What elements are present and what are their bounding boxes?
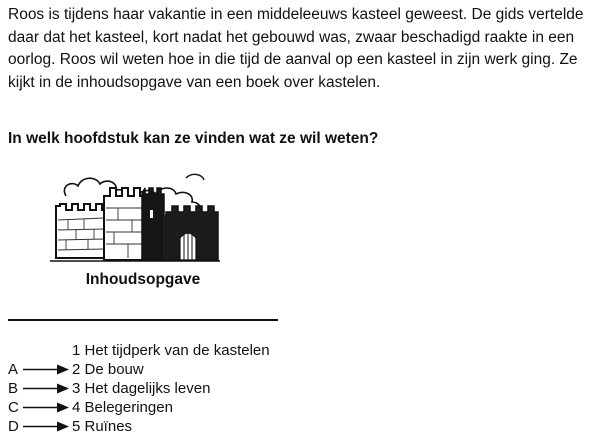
toc-title: Inhoudsopgave — [85, 271, 201, 288]
toc-entry-text: 5 Ruïnes — [72, 418, 133, 435]
arrow-right-icon — [23, 383, 69, 394]
option-letter: A — [8, 361, 19, 378]
question-text: In welk hoofdstuk kan ze vinden wat ze wil weten? — [8, 130, 379, 147]
toc-entry-text: 2 De bouw — [72, 361, 144, 378]
arrow-right-icon — [23, 421, 69, 432]
toc-entry-text: 4 Belegeringen — [72, 399, 173, 416]
divider — [8, 319, 278, 321]
option-letter: C — [8, 399, 19, 416]
option-letter: D — [8, 418, 19, 435]
intro-text: Roos is tijdens haar vakantie in een middeleeuws kasteel geweest. De gids vertelde daar dat het kasteel, kort nadat het gebouwd was, zwaar beschadigd raakte in een oorlog. Roos wil weten hoe in die tijd de aanval op een kasteel in zijn werk ging. Ze kijkt in de inhoudsopgave van een boek over kastelen. — [8, 6, 584, 91]
toc-entry-text: 3 Het dagelijks leven — [72, 380, 211, 397]
arrow-right-icon — [23, 364, 69, 375]
option-letter: B — [8, 380, 19, 397]
toc-entry-text: 1 Het tijdperk van de kastelen — [72, 342, 270, 359]
castle-icon — [46, 166, 222, 264]
arrow-right-icon — [23, 402, 69, 413]
